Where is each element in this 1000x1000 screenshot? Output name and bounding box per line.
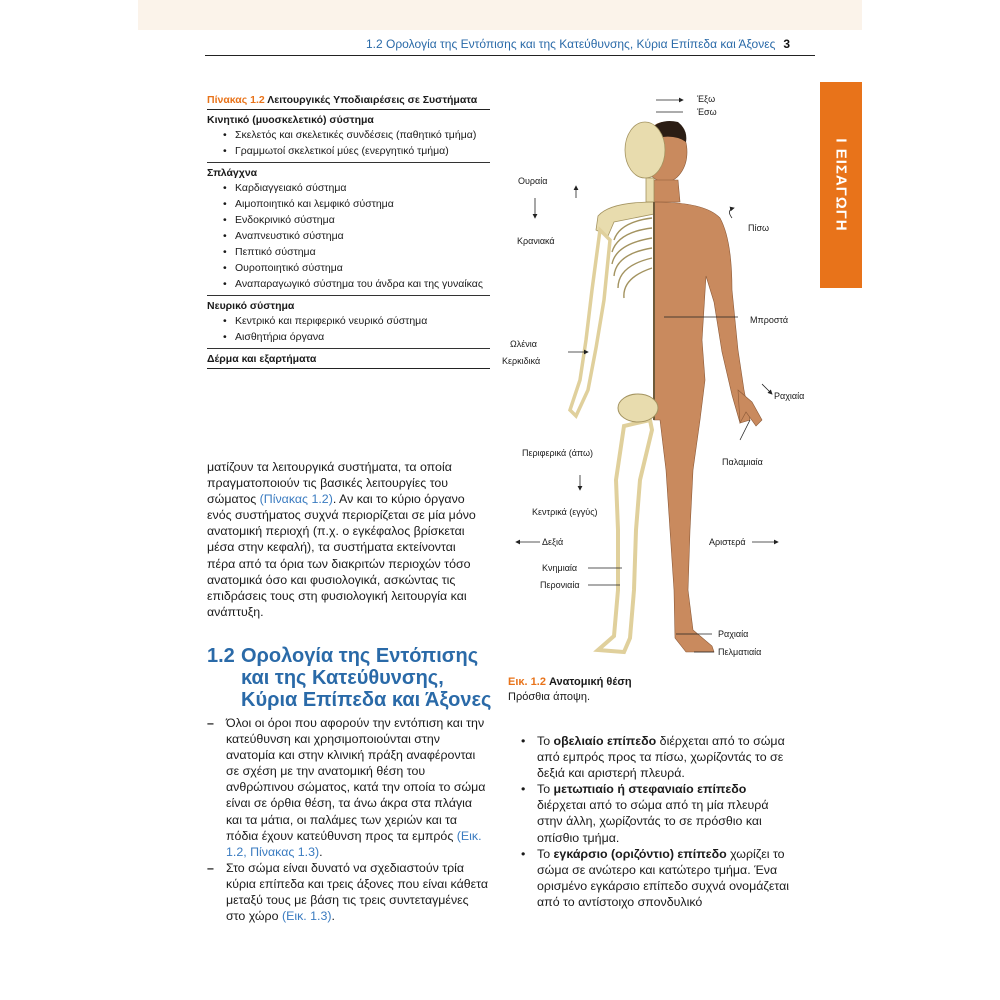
list-item bbox=[517, 733, 797, 781]
figure-subtitle: Πρόσθια άποψη. bbox=[508, 691, 591, 703]
figure-reference-link[interactable]: (Εικ. 1.3) bbox=[281, 909, 332, 924]
table-item: • Αναπαραγωγικό σύστημα του άνδρα και της γυναίκας bbox=[207, 277, 490, 291]
table-item: • Γραμμωτοί σκελετικοί μύες (ενεργητικό τμήμα) bbox=[207, 144, 490, 158]
label-pelmatiaia: Πελματιαία bbox=[718, 647, 762, 657]
table-caption bbox=[207, 93, 490, 110]
label-olenia: Ωλένια bbox=[510, 339, 537, 349]
figure-title: Ανατομική θέση bbox=[549, 676, 632, 688]
label-kentrika: Κεντρικά (εγγύς) bbox=[532, 507, 598, 517]
label-dexia: Δεξιά bbox=[542, 537, 564, 547]
ribs bbox=[612, 218, 652, 298]
term: εγκάρσιο (οριζόντιο) επίπεδο bbox=[553, 846, 727, 861]
label-eso: Έσω bbox=[697, 107, 717, 117]
section-number: 1.2 bbox=[207, 645, 235, 667]
pelvis bbox=[618, 394, 658, 422]
list-item-text: . bbox=[331, 909, 335, 924]
table-item: • Ενδοκρινικό σύστημα bbox=[207, 213, 490, 227]
list-item-text: διέρχεται από το σώμα από εμπρός προς τα πίσω, χωρίζοντάς το σε δεξιά και αριστερή πλευρά. bbox=[537, 734, 785, 781]
list-item-text: Το bbox=[537, 734, 554, 748]
label-piso: Πίσω bbox=[748, 223, 770, 233]
label-rachiaia-foot: Ραχιαία bbox=[718, 629, 749, 639]
label-ouraia: Ουραία bbox=[518, 176, 548, 186]
body-paragraph bbox=[207, 459, 487, 620]
table-item: • Αισθητήρια όργανα bbox=[207, 330, 490, 344]
page-number: 3 bbox=[783, 37, 791, 51]
table-1-2 bbox=[207, 93, 490, 369]
chapter-tab[interactable] bbox=[820, 82, 862, 288]
label-peroniaia: Περονιαία bbox=[540, 580, 580, 590]
term: οβελιαίο επίπεδο bbox=[553, 734, 657, 748]
list-item-text: χωρίζει το σώμα σε ανώτερο και κατώτερο τμήμα. Ένα ορισμένο εγκάρσιο επίπεδο συχνά ονομάζεται από το αντίστοιχο σπονδυλικό bbox=[537, 846, 789, 909]
table-number: Πίνακας 1.2 bbox=[207, 94, 265, 106]
section-title-line: και της Κατεύθυνσης, bbox=[241, 667, 444, 689]
table-item: • Αιμοποιητικό και λεμφικό σύστημα bbox=[207, 197, 490, 211]
figure-reference-link[interactable]: (Εικ. 1.2, Πίνακας 1.3) bbox=[226, 828, 482, 859]
list-item bbox=[207, 715, 489, 860]
list-item-text: Όλοι οι όροι που αφορούν την εντόπιση και την κατεύθυνση και χρησιμοποιούνται στην ανατομία και στην κλινική πράξη αναφέρονται σε σχέση με την ανατομική θέση του ανθρώπινου σώματος, κατά την οποία το σώμα είναι σε όρθια θέση, τα άνω άκρα στα πλάγια και τα μάτια, οι παλάμες των χεριών και τα πόδια έχουν κατεύθυνση προς τα εμπρός bbox=[226, 716, 486, 843]
term: μετωπιαίο ή στεφανιαίο επίπεδο bbox=[553, 782, 747, 797]
figure-number: Εικ. 1.2 bbox=[508, 676, 546, 688]
list-item bbox=[517, 781, 797, 845]
label-kerkidika: Κερκιδικά bbox=[502, 356, 541, 366]
table-item: • Σκελετός και σκελετικές συνδέσεις (παθητικό τμήμα) bbox=[207, 128, 490, 142]
skin-half bbox=[643, 122, 762, 652]
list-item-text: Το bbox=[537, 782, 554, 797]
header-rule bbox=[205, 55, 815, 56]
dash-list bbox=[207, 715, 489, 924]
bullet-list bbox=[517, 733, 797, 910]
skeleton-half bbox=[570, 122, 665, 652]
section-title-line: Ορολογία της Εντόπισης bbox=[241, 645, 479, 667]
table-item: • Αναπνευστικό σύστημα bbox=[207, 229, 490, 243]
label-knimiaia: Κνημιαία bbox=[542, 563, 578, 573]
header-band bbox=[138, 0, 862, 30]
running-title: 1.2 Ορολογία της Εντόπισης και της Κατεύθυνσης, Κύρια Επίπεδα και Άξονες bbox=[366, 37, 776, 51]
label-mprosta: Μπροστά bbox=[750, 315, 789, 325]
section-title-line: Κύρια Επίπεδα και Άξονες bbox=[241, 689, 492, 711]
label-periferika: Περιφερικά (άπω) bbox=[522, 448, 593, 458]
table-item: • Κεντρικό και περιφερικό νευρικό σύστημα bbox=[207, 314, 490, 328]
table-section bbox=[207, 113, 490, 163]
label-rachiaia-hand: Ραχιαία bbox=[774, 391, 805, 401]
label-aristera: Αριστερά bbox=[709, 537, 746, 547]
list-item-text: . bbox=[319, 844, 323, 859]
table-section bbox=[207, 299, 490, 349]
running-head bbox=[366, 37, 790, 51]
table-section-title: Σπλάγχνα bbox=[207, 167, 258, 179]
table-item: • Ουροποιητικό σύστημα bbox=[207, 261, 490, 275]
table-section bbox=[207, 166, 490, 296]
label-exo: Έξω bbox=[697, 94, 716, 104]
table-reference-link[interactable]: (Πίνακας 1.2) bbox=[259, 492, 333, 507]
list-item-text: Το bbox=[537, 846, 554, 861]
list-item bbox=[207, 860, 489, 924]
list-item-text: διέρχεται από το σώμα από τη μία πλευρά στην άλλη, χωρίζοντάς το σε πρόσθιο και οπίσθιο τμήμα. bbox=[537, 798, 769, 845]
section-heading bbox=[207, 645, 497, 711]
table-section-title: Νευρικό σύστημα bbox=[207, 300, 295, 312]
table-item: • Πεπτικό σύστημα bbox=[207, 245, 490, 259]
list-item-text: Στο σώμα είναι δυνατό να σχεδιαστούν τρία κύρια επίπεδα και τρεις άξονες που είναι κάθετα μεταξύ τους με βάση τις τρεις συντεταγμένες στο χώρο bbox=[226, 860, 489, 924]
anatomical-figure bbox=[500, 90, 820, 675]
table-title: Λειτουργικές Υποδιαιρέσεις σε Συστήματα bbox=[267, 94, 478, 106]
label-palamiaia: Παλαμιαία bbox=[722, 457, 763, 467]
chapter-tab-label: I ΕΙΣΑΓΩΓΗ bbox=[832, 138, 850, 232]
figure-caption bbox=[508, 675, 632, 705]
paragraph-text: ματίζουν τα λειτουργικά συστήματα, τα οποία πραγματοποιούν τις βασικές λειτουργίες του σώματος bbox=[207, 460, 452, 507]
label-kraniaka: Κρανιακά bbox=[517, 236, 555, 246]
list-item bbox=[517, 846, 797, 910]
table-section-title: Κινητικό (μυοσκελετικό) σύστημα bbox=[207, 114, 374, 126]
table-item: • Καρδιαγγειακό σύστημα bbox=[207, 181, 490, 195]
table-last-row: Δέρμα και εξαρτήματα bbox=[207, 352, 490, 369]
paragraph-text: . Αν και το κύριο όργανο ενός συστήματος συχνά περιορίζεται σε μία μόνο ανατομική περιοχή (π.χ. ο εγκέφαλος βρίσκεται μέσα στην κεφαλή), τα συστήματα εκτείνονται πέρα από τα όρια των διακριτών περιοχών τόσο ανατομικά όσο και φυσιολογικά, ασκώντας τις επιδράσεις τους στη φυσιολογική λειτουργία και ανάπτυξη. bbox=[207, 492, 476, 619]
